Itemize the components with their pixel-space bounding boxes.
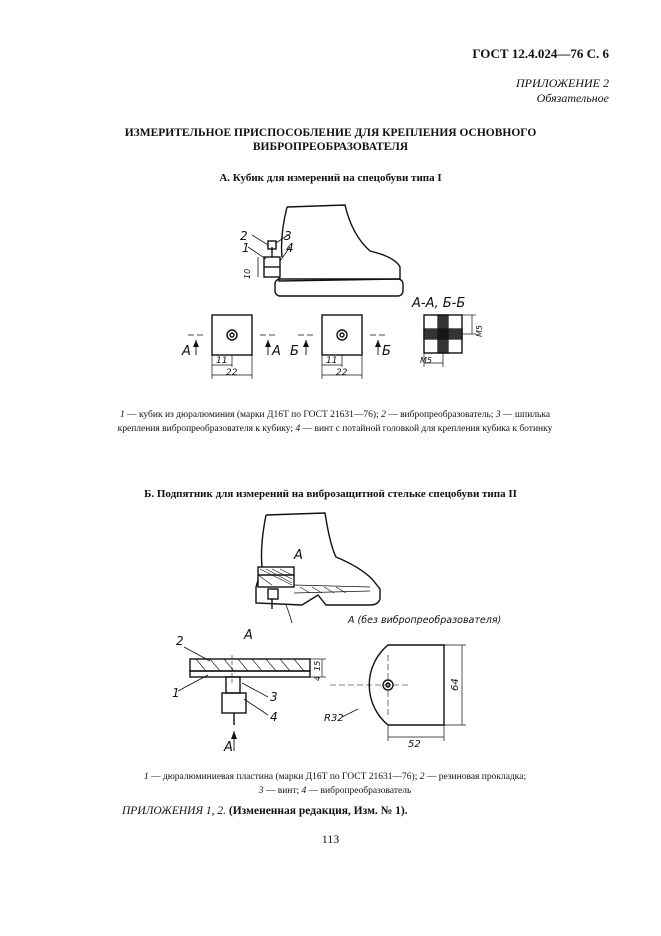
appendix-label: ПРИЛОЖЕНИЕ 2 [516, 76, 609, 90]
label-1: 1 [242, 241, 250, 255]
view-a-left-label: А [182, 344, 191, 359]
footnote [122, 805, 408, 817]
appendix-status: Обязательное [536, 91, 609, 105]
dim-15: 15 [313, 660, 322, 671]
dim-22-a: 22 [226, 368, 238, 378]
section-b-caption [100, 770, 570, 798]
caption-a-text-3: — шпилька крепления вибропреобразователя к кубику; [117, 410, 551, 434]
view-b-right-label: Б [382, 344, 391, 359]
section-label: А-А, Б-Б [412, 296, 466, 311]
dim-m5-side: M5 [475, 325, 484, 337]
b-label-1: 1 [172, 686, 180, 700]
label-4: 4 [286, 241, 294, 255]
label-2: 2 [240, 229, 248, 243]
b-label-3: 3 [270, 690, 278, 704]
dim-64: 64 [450, 678, 461, 691]
dim-22-b: 22 [336, 368, 348, 378]
label-3: 3 [284, 229, 292, 243]
section-b-heading: Б. Подпятник для измерений на виброзащитной стельке спецобуви типа II [144, 488, 517, 500]
dim-10: 10 [243, 268, 252, 279]
caption-a-num-1: 1 [119, 410, 125, 420]
caption-b-num-3: 3 [258, 786, 264, 796]
caption-a-num-4: 4 [295, 424, 301, 434]
document-title [60, 126, 601, 154]
caption-a-text-2: — вибропреобразователь; [385, 410, 496, 420]
dim-m5-bottom: M5 [420, 356, 432, 365]
footnote-revision: (Измененная редакция, Изм. № 1). [228, 805, 408, 817]
page-number: 113 [321, 832, 340, 846]
caption-a-num-3: 3 [495, 410, 501, 420]
view-b-left-label: Б [290, 344, 299, 359]
b-label-2: 2 [176, 634, 184, 648]
view-note: А (без вибропреобразователя) [348, 615, 502, 626]
title-line-1: ИЗМЕРИТЕЛЬНОЕ ПРИСПОСОБЛЕНИЕ ДЛЯ КРЕПЛЕНИЯ ОСНОВНОГО [124, 127, 537, 139]
caption-b-num-2: 2 [419, 772, 425, 782]
section-b-drawing [0, 505, 661, 765]
dim-11-b: 11 [326, 356, 338, 366]
section-a-caption [100, 408, 570, 436]
caption-b-text-3: — винт; [263, 786, 302, 796]
view-a-right-label: А [272, 344, 281, 359]
caption-a-text-4: — винт с потайной головкой для крепления кубика к ботинку [300, 424, 553, 434]
section-a-drawing [0, 195, 661, 390]
boot-view-label: А [294, 548, 303, 563]
caption-b-num-1: 1 [143, 772, 149, 782]
dim-52: 52 [408, 739, 421, 750]
bottom-a-label: А [224, 740, 233, 755]
dim-11-a: 11 [216, 356, 228, 366]
appendix-block [516, 76, 609, 106]
caption-b-num-4: 4 [301, 786, 307, 796]
caption-b-text-4: — вибропреобразователь [306, 786, 412, 796]
dim-r32: R32 [324, 713, 344, 724]
caption-a-num-2: 2 [381, 410, 386, 420]
footnote-appendices: ПРИЛОЖЕНИЯ 1, 2. [122, 805, 227, 817]
section-a-heading: А. Кубик для измерений на спецобуви типа I [219, 172, 442, 184]
dim-4: 4 [313, 675, 322, 681]
b-label-4: 4 [270, 710, 278, 724]
detail-a-label: А [244, 628, 253, 643]
caption-b-text-1: — дюралюминиевая пластина (марки Д16Т по ГОСТ 21631—76); [148, 772, 420, 782]
caption-a-text-1: — кубик из дюралюминия (марки Д16Т по ГОСТ 21631—76); [124, 410, 382, 420]
page-header: ГОСТ 12.4.024—76 С. 6 [472, 46, 609, 61]
caption-b-text-2: — резиновая прокладка; [424, 772, 527, 782]
title-line-2: ВИБРОПРЕОБРАЗОВАТЕЛЯ [252, 141, 409, 153]
